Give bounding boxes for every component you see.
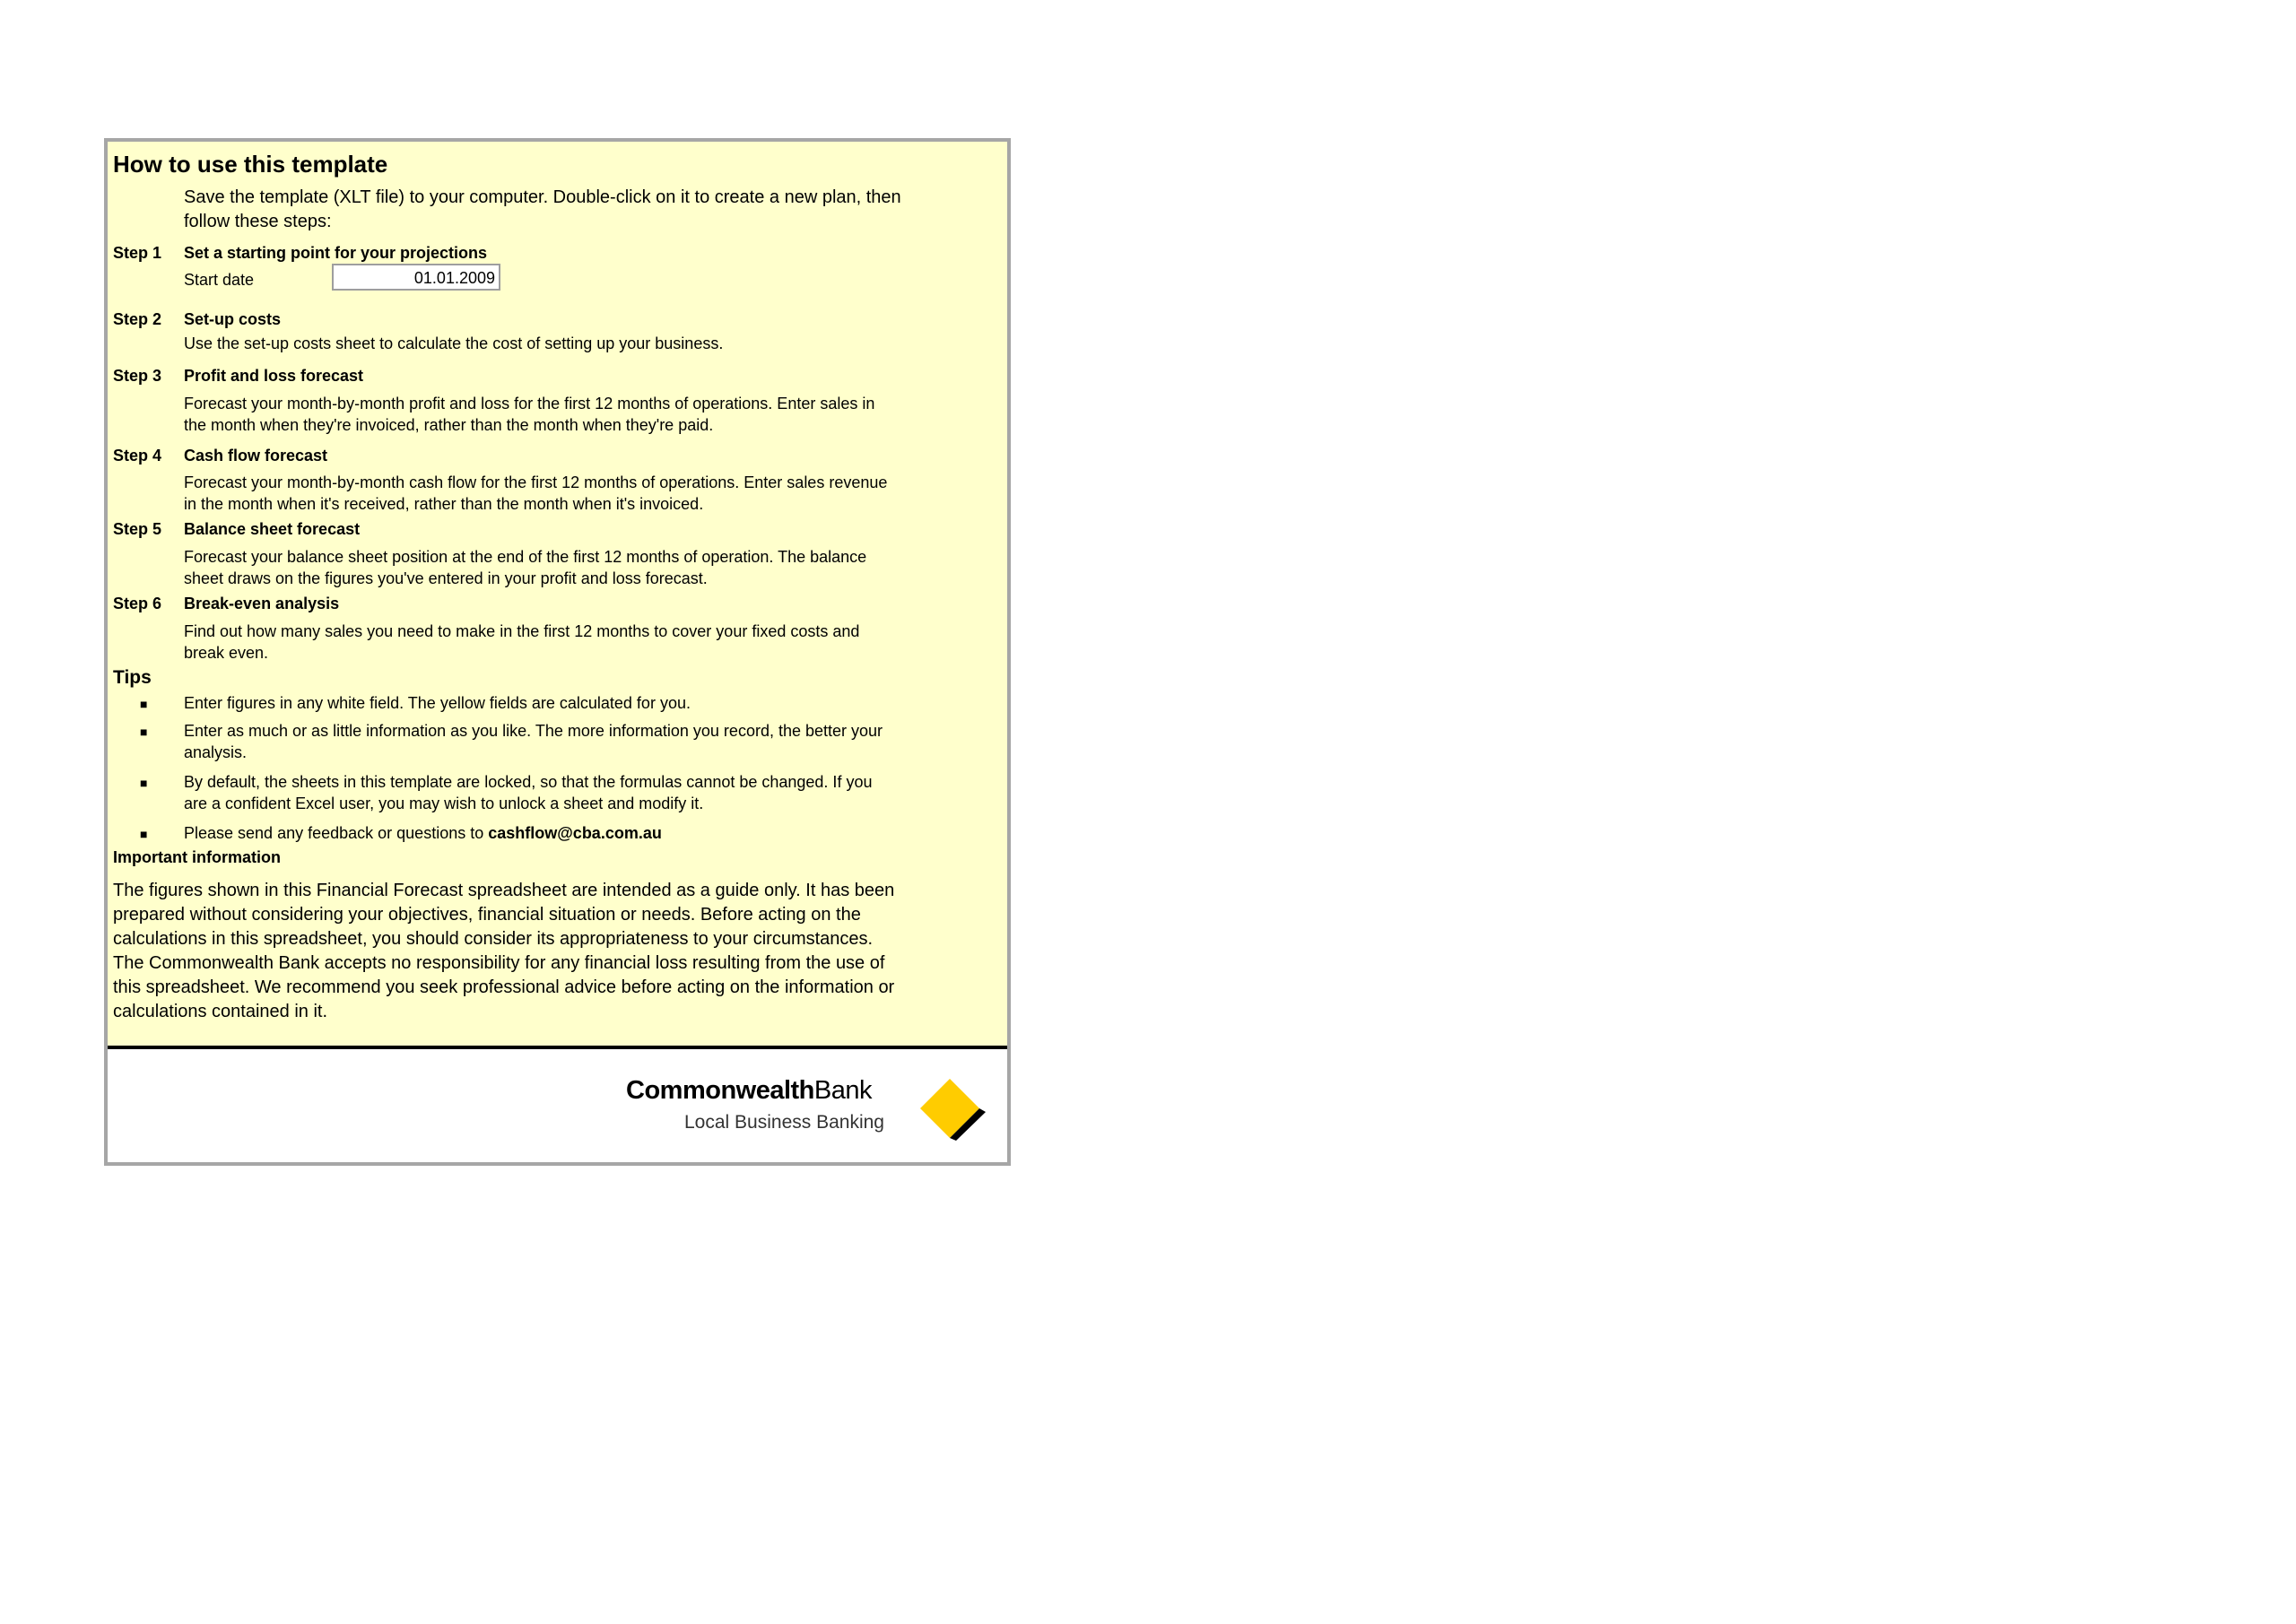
brand-name	[626, 1076, 872, 1106]
important-line-1: The figures shown in this Financial Forecast spreadsheet are intended as a guide only. It has been	[113, 881, 895, 900]
tip-4-text: Please send any feedback or questions to	[184, 824, 489, 842]
page-title: How to use this template	[113, 151, 388, 178]
important-line-5: this spreadsheet. We recommend you seek professional advice before acting on the information or	[113, 977, 895, 997]
start-date-label: Start date	[184, 271, 255, 289]
tip-3-line-1: By default, the sheets in this template are locked, so that the formulas cannot be changed. If you	[184, 773, 873, 791]
step-5-description-line-1: Forecast your balance sheet position at the end of the first 12 months of operation. The balance	[184, 548, 867, 566]
commonwealth-bank-diamond-icon	[920, 1076, 987, 1142]
tips-title: Tips	[113, 667, 152, 688]
tip-2-line-2: analysis.	[184, 743, 248, 761]
step-3-description-line-2: the month when they're invoiced, rather than the month when they're paid.	[184, 416, 714, 434]
step-3-description-line-1: Forecast your month-by-month profit and loss for the first 12 months of operations. Enter sales in	[184, 395, 875, 413]
intro-line-2: follow these steps:	[184, 212, 332, 231]
feedback-email-link[interactable]: cashflow@cba.com.au	[488, 824, 662, 842]
step-6-description-line-1: Find out how many sales you need to make in the first 12 months to cover your fixed costs and	[184, 622, 860, 640]
step-1-label: Step 1	[113, 244, 162, 262]
brand-name-light: Bank	[813, 1076, 873, 1105]
brand-subtitle: Local Business Banking	[684, 1112, 884, 1133]
step-5-label: Step 5	[113, 520, 162, 538]
step-3-label: Step 3	[113, 367, 162, 385]
important-line-2: prepared without considering your objectives, financial situation or needs. Before acting on the	[113, 905, 861, 925]
template-instructions-panel	[104, 138, 1011, 1166]
tip-4-line	[184, 822, 662, 845]
intro-line-1: Save the template (XLT file) to your computer. Double-click on it to create a new plan, then	[184, 187, 901, 207]
tip-4-bullet: ■	[140, 827, 148, 841]
step-4-description-line-1: Forecast your month-by-month cash flow for the first 12 months of operations. Enter sales revenue	[184, 473, 888, 491]
step-3-title: Profit and loss forecast	[184, 367, 364, 385]
important-line-4: The Commonwealth Bank accepts no responsibility for any financial loss resulting from the use of	[113, 953, 885, 973]
step-6-title: Break-even analysis	[184, 595, 340, 612]
step-6-description-line-2: break even.	[184, 644, 269, 662]
tip-3-line-2: are a confident Excel user, you may wish to unlock a sheet and modify it.	[184, 795, 704, 812]
step-2-title: Set-up costs	[184, 310, 282, 328]
step-4-description-line-2: in the month when it's received, rather than the month when it's invoiced.	[184, 495, 704, 513]
tip-2-line-1: Enter as much or as little information as you like. The more information you record, the better your	[184, 722, 883, 740]
step-4-label: Step 4	[113, 447, 162, 465]
important-line-6: calculations contained in it.	[113, 1002, 328, 1021]
tip-1-bullet: ■	[140, 697, 148, 711]
brand-name-bold: Commonwealth	[626, 1076, 814, 1105]
important-title: Important information	[113, 848, 281, 866]
branding-footer	[108, 1046, 1007, 1162]
tip-3-bullet: ■	[140, 776, 148, 790]
step-2-description-line-1: Use the set-up costs sheet to calculate the cost of setting up your business.	[184, 334, 724, 352]
start-date-input[interactable]: 01.01.2009	[332, 264, 500, 291]
step-5-title: Balance sheet forecast	[184, 520, 361, 538]
step-1-title: Set a starting point for your projections	[184, 244, 488, 262]
step-5-description-line-2: sheet draws on the figures you've entered in your profit and loss forecast.	[184, 569, 708, 587]
tip-2-bullet: ■	[140, 725, 148, 739]
step-2-label: Step 2	[113, 310, 162, 328]
step-6-label: Step 6	[113, 595, 162, 612]
tip-1-line-1: Enter figures in any white field. The yellow fields are calculated for you.	[184, 694, 691, 712]
step-4-title: Cash flow forecast	[184, 447, 328, 465]
important-line-3: calculations in this spreadsheet, you should consider its appropriateness to your circumstances.	[113, 929, 874, 949]
